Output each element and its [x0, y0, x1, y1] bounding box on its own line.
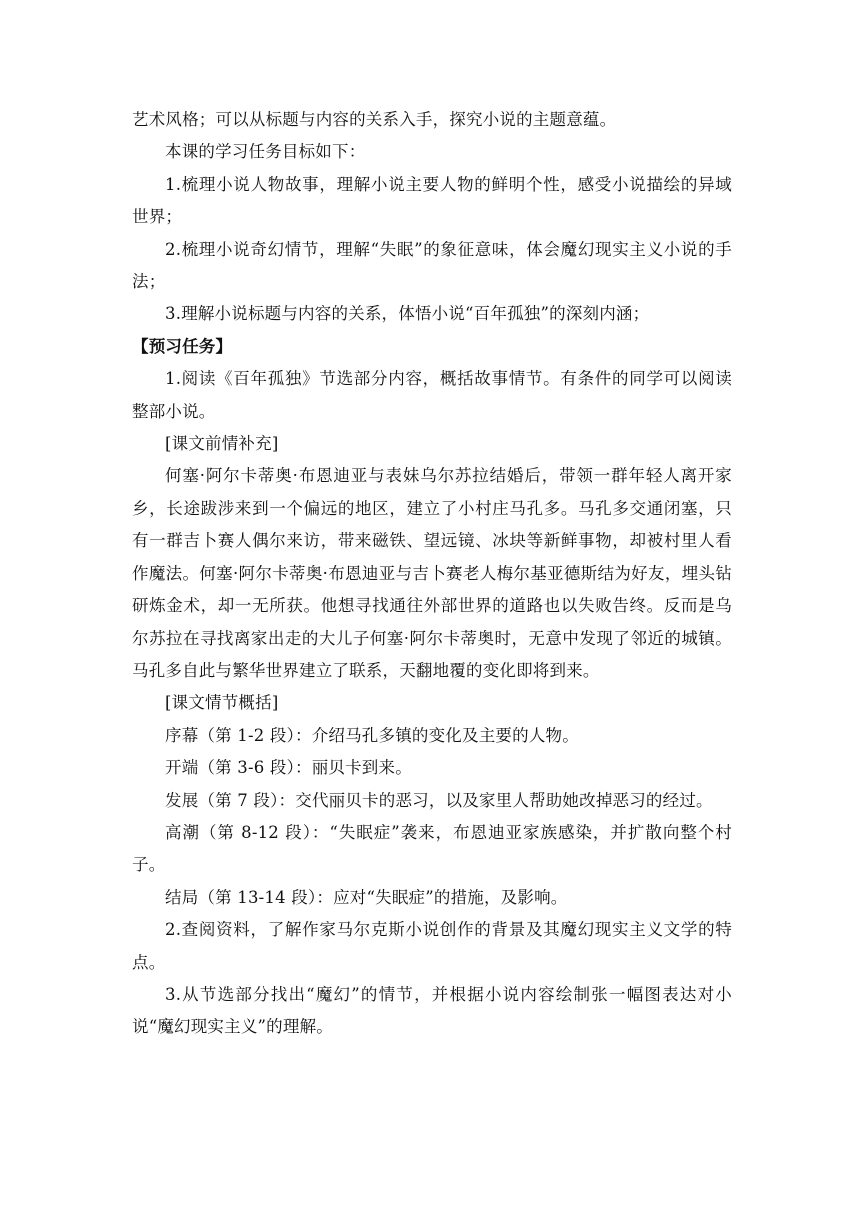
document-body — [132, 104, 732, 1044]
section-heading-preview-tasks: 【预习任务】 — [132, 336, 233, 356]
paragraph-plot-ending: 结局（第 13-14 段）：应对“失眠症”的措施，及影响。 — [165, 887, 568, 907]
paragraph-task-2: 2.查阅资料，了解作家马尔克斯小说创作的背景及其魔幻现实主义文学的特点。 — [132, 920, 732, 972]
paragraph-background-text: 何塞·阿尔卡蒂奥·布恩迪亚与表妹乌尔苏拉结婚后，带领一群年轻人离开家乡，长途跋涉来到一个偏远的地区，建立了小村庄马孔多。马孔多交通闭塞，只有一群吉卜赛人偶尔来访，带来磁铁、望远镜、冰块等新鲜事物，却被村里人看作魔法。何塞·阿尔卡蒂奥·布恩迪亚与吉卜赛老人梅尔基亚德斯结为好友，埋头钻研炼金术，却一无所获。他想寻找通往外部世界的道路也以失败告终。反而是乌尔苏拉在寻找离家出走的大儿子何塞·阿尔卡蒂奥时，无意中发现了邻近的城镇。马孔多自此与繁华世界建立了联系，天翻地覆的变化即将到来。 — [132, 466, 732, 680]
paragraph-objective-3: 3.理解小说标题与内容的关系，体悟小说“百年孤独”的深刻内涵； — [165, 304, 650, 324]
paragraph-objective-1: 1.梳理小说人物故事，理解小说主要人物的鲜明个性，感受小说描绘的异域世界； — [132, 174, 732, 227]
paragraph-task-3: 3.从节选部分找出“魔幻”的情节，并根据小说内容绘制张一幅图表达对小说“魔幻现实主义”的理解。 — [132, 984, 732, 1037]
paragraph-objective-2: 2.梳理小说奇幻情节，理解“失眠”的象征意味，体会魔幻现实主义小说的手法； — [132, 239, 732, 292]
paragraph-plot-opening: 开端（第 3-6 段）：丽贝卡到来。 — [165, 758, 412, 778]
paragraph-objectives-intro: 本课的学习任务目标如下： — [165, 142, 366, 162]
paragraph-plot-prologue: 序幕（第 1-2 段）：介绍马孔多镇的变化及主要的人物。 — [165, 725, 579, 745]
paragraph-plot-development: 发展（第 7 段）：交代丽贝卡的恶习，以及家里人帮助她改掉恶习的经过。 — [165, 790, 713, 810]
paragraph-background-label: [课文前情补充] — [165, 434, 279, 454]
paragraph-plot-climax: 高潮（第 8-12 段）：“失眠症”袭来，布恩迪亚家族感染，并扩散向整个村子。 — [132, 822, 732, 875]
paragraph-plot-label: [课文情节概括] — [165, 693, 279, 713]
paragraph-continuation: 艺术风格；可以从标题与内容的关系入手，探究小说的主题意蕴。 — [132, 110, 617, 129]
paragraph-task-1: 1.阅读《百年孤独》节选部分内容，概括故事情节。有条件的同学可以阅读整部小说。 — [132, 369, 732, 421]
